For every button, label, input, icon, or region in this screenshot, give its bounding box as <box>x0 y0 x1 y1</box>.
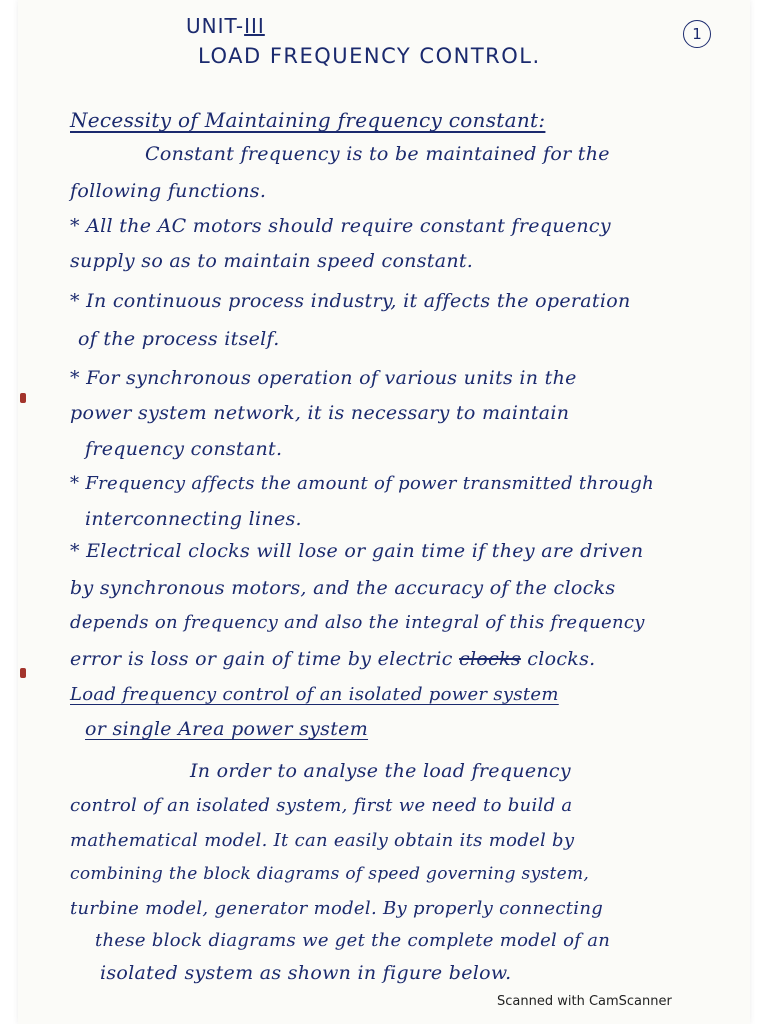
unit-label: UNIT- <box>186 14 245 38</box>
text-line: isolated system as shown in figure below. <box>100 962 512 984</box>
section-heading-necessity: Necessity of Maintaining frequency constant: <box>70 108 546 132</box>
text-line: * Electrical clocks will lose or gain time if they are driven <box>70 540 644 562</box>
page-number: 1 <box>683 20 711 48</box>
text-line: control of an isolated system, first we need to build a <box>70 795 573 816</box>
text-line: * Frequency affects the amount of power transmitted through <box>70 473 654 494</box>
text-line: In order to analyse the load frequency <box>190 760 571 782</box>
text-segment: error is loss or gain of time by electric <box>70 648 453 670</box>
text-line: these block diagrams we get the complete model of an <box>95 930 611 951</box>
text-line: Constant frequency is to be maintained for the <box>145 143 610 165</box>
text-line: * In continuous process industry, it affects the operation <box>70 290 631 312</box>
text-segment: clocks. <box>527 648 596 670</box>
binding-mark <box>20 393 26 403</box>
text-line: power system network, it is necessary to maintain <box>70 402 570 424</box>
text-line: of the process itself. <box>78 328 280 350</box>
scanner-watermark: Scanned with CamScanner <box>497 994 672 1009</box>
text-line-last <box>70 648 595 670</box>
text-line: mathematical model. It can easily obtain its model by <box>70 830 575 851</box>
unit-number: III <box>244 14 265 38</box>
text-line: turbine model, generator model. By properly connecting <box>70 898 604 919</box>
unit-heading <box>186 14 265 38</box>
section-heading-lfc: Load frequency control of an isolated power system <box>70 684 559 705</box>
text-line: * All the AC motors should require constant frequency <box>70 215 611 237</box>
struck-word: clocks <box>459 648 521 670</box>
text-line: combining the block diagrams of speed governing system, <box>70 864 590 884</box>
section-heading-lfc-cont: or single Area power system <box>85 718 369 740</box>
text-line: following functions. <box>70 180 267 202</box>
text-line: by synchronous motors, and the accuracy of the clocks <box>70 577 616 599</box>
text-line: * For synchronous operation of various units in the <box>70 367 577 389</box>
text-line: frequency constant. <box>85 438 283 460</box>
text-line: depends on frequency and also the integral of this frequency <box>70 612 645 633</box>
binding-mark <box>20 668 26 678</box>
page-title: LOAD FREQUENCY CONTROL. <box>198 44 541 68</box>
text-line: supply so as to maintain speed constant. <box>70 250 474 272</box>
text-line: interconnecting lines. <box>85 508 302 530</box>
